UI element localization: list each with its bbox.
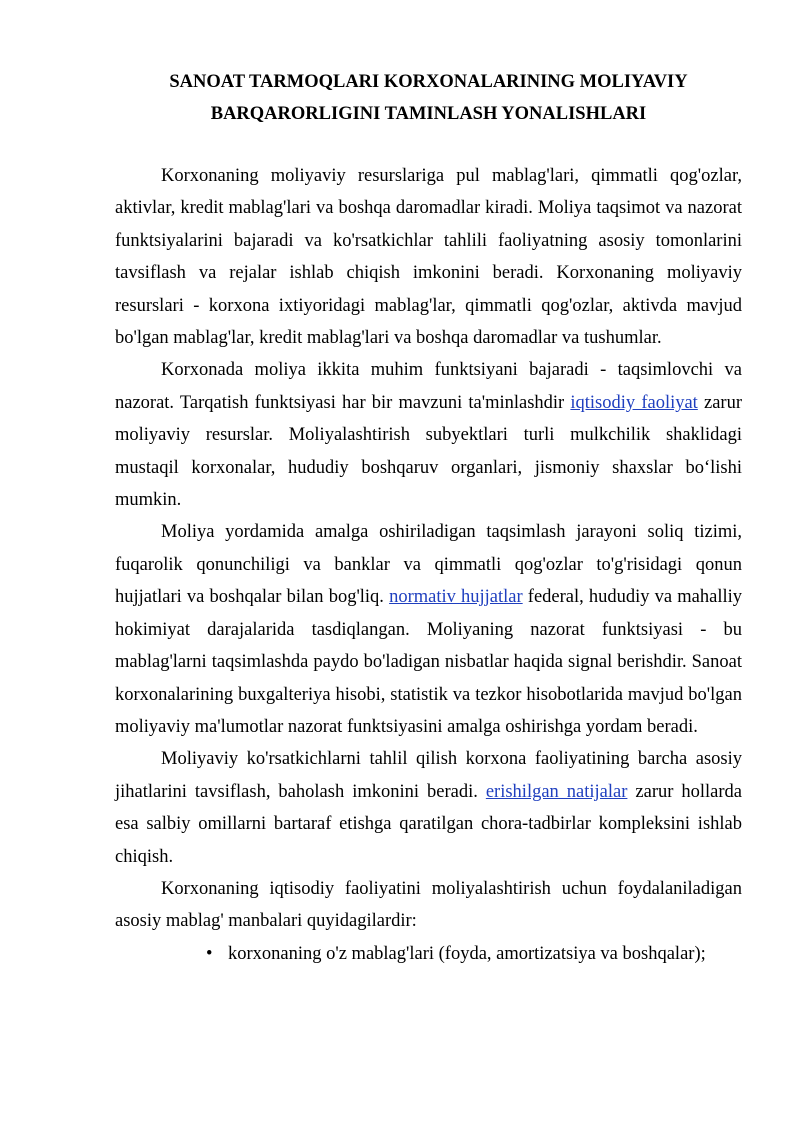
paragraph-2-text-b: zarur moliyaviy resurslar. Moliyalashtirish subyektlari turli mulkchilik shaklidagi mustaqil korxonalar, hududiy boshqaruv organlari, jismoniy shaxslar bo‘lishi mumkin. [115,392,742,511]
paragraph-2-text-a: Korxonada moliya ikkita muhim funktsiyani bajaradi - taqsimlovchi va nazorat. Tarqatish funktsiyasi har bir mavzuni ta'minlashdir [115,360,742,413]
link-erishilgan-natijalar[interactable]: erishilgan natijalar [485,781,628,802]
bullet-icon: • [206,943,213,964]
paragraph-4-text-a: Moliyaviy ko'rsatkichlarni tahlil qilish korxona faoliyatining barcha asosiy jihatlarini tavsiflash, baholash imkonini beradi. [115,749,742,802]
paragraph-3 [115,516,742,743]
funding-sources-list [115,938,742,970]
paragraph-3-text-a: Moliya yordamida amalga oshiriladigan taqsimlash jarayoni soliq tizimi, fuqarolik qonunchiligi va banklar va qimmatli qog'ozlar to'g'risidagi qonun hujjatlari va boshqalar bilan bog'liq. [115,522,742,608]
title-line-1: SANOAT TARMOQLARI KORXONALARINING MOLIYAVIY [169,72,688,92]
document-page [115,66,742,970]
paragraph-4-text-b: zarur hollarda esa salbiy omillarni bartaraf etishga qaratilgan chora-tadbirlar kompleksini ishlab chiqish. [115,781,743,867]
paragraph-5: Korxonaning iqtisodiy faoliyatini moliyalashtirish uchun foydalaniladigan asosiy mablag' manbalari quyidagilardir: [115,878,742,932]
list-item [206,938,742,970]
list-item-text: korxonaning o'z mablag'lari (foyda, amortizatsiya va boshqalar); [228,943,706,964]
paragraph-4 [115,743,742,873]
document-title [115,66,742,130]
paragraph-1: Korxonaning moliyaviy resurslariga pul mablag'lari, qimmatli qog'ozlar, aktivlar, kredit mablag'lari va boshqa daromadlar kiradi. Moliya taqsimot va nazorat funktsiyalarini bajaradi va ko'rsatkichlar tahlili faoliyatning asosiy tomonlarini tavsiflash va rejalar ishlab chiqish imkonini beradi. Korxonaning moliyaviy resurslari - korxona ixtiyoridagi mablag'lar, qimmatli qog'ozlar, aktivda mavjud bo'lgan mablag'lar, kredit mablag'lari va boshqa daromadlar va tushumlar. [115,166,742,349]
link-iqtisodiy-faoliyat[interactable]: iqtisodiy faoliyat [570,392,698,413]
paragraph-2 [115,354,742,516]
title-line-2: BARQARORLIGINI TAMINLASH YONALISHLARI [210,104,647,124]
paragraph-3-text-b: federal, hududiy va mahalliy hokimiyat darajalarida tasdiqlangan. Moliyaning nazorat funktsiyasi - bu mablag'larni taqsimlashda paydo bo'ladigan nisbatlar haqida signal berishdir. Sanoat korxonalarining buxgalteriya hisobi, statistik va tezkor hisobotlarida mavjud bo'lgan moliyaviy ma'lumotlar nazorat funktsiyasini amalga oshirishga yordam beradi. [115,587,742,737]
link-normativ-hujjatlar[interactable]: normativ hujjatlar [389,587,523,608]
